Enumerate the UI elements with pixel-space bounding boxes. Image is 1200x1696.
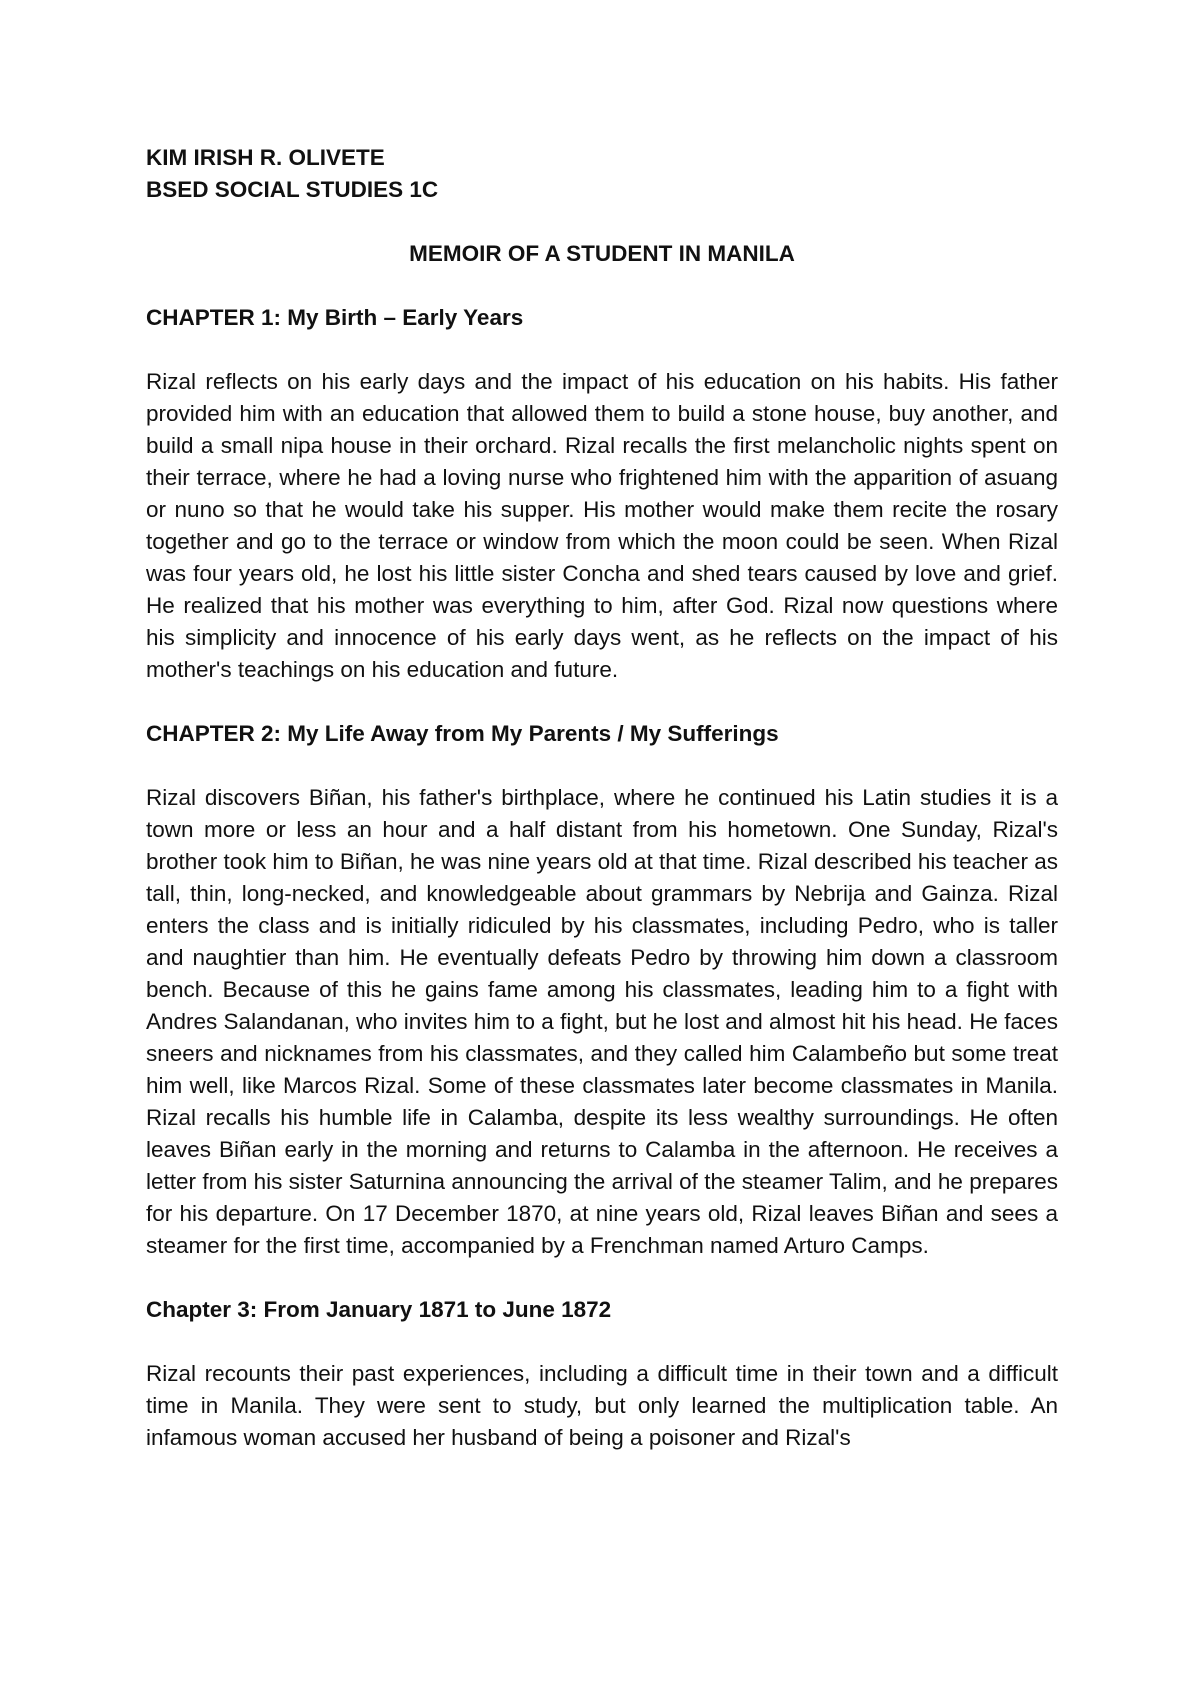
- chapter-2-body: Rizal discovers Biñan, his father's birthplace, where he continued his Latin studies it is a town more or less an hour and a half distant from his hometown. One Sunday, Rizal's brother took him to Biñan, he was nine years old at that time. Rizal described his teacher as tall, thin, long-necked, and knowledgeable about grammars by Nebrija and Gainza. Rizal enters the class and is initially ridiculed by his classmates, including Pedro, who is taller and naughtier than him. He eventually defeats Pedro by throwing him down a classroom bench. Because of this he gains fame among his classmates, leading him to a fight with Andres Salandanan, who invites him to a fight, but he lost and almost hit his head. He faces sneers and nicknames from his classmates, and they called him Calambeño but some treat him well, like Marcos Rizal. Some of these classmates later become classmates in Manila. Rizal recalls his humble life in Calamba, despite its less wealthy surroundings. He often leaves Biñan early in the morning and returns to Calamba in the afternoon. He receives a letter from his sister Saturnina announcing the arrival of the steamer Talim, and he prepares for his departure. On 17 December 1870, at nine years old, Rizal leaves Biñan and sees a steamer for the first time, accompanied by a Frenchman named Arturo Camps.: [146, 785, 1058, 1258]
- chapter-3-body: Rizal recounts their past experiences, including a difficult time in their town and a difficult time in Manila. They were sent to study, but only learned the multiplication table. An infamous woman accused her husband of being a poisoner and Rizal's: [146, 1361, 1058, 1450]
- chapter-3-heading: Chapter 3: From January 1871 to June 1872: [146, 1297, 612, 1322]
- chapter-1-heading: CHAPTER 1: My Birth – Early Years: [146, 305, 524, 330]
- author-name: KIM IRISH R. OLIVETE: [146, 145, 385, 170]
- document-page: [146, 142, 1058, 1454]
- course-label: BSED SOCIAL STUDIES 1C: [146, 177, 439, 202]
- chapter-2-heading: CHAPTER 2: My Life Away from My Parents / My Sufferings: [146, 721, 779, 746]
- chapter-1-body: Rizal reflects on his early days and the impact of his education on his habits. His father provided him with an education that allowed them to build a stone house, buy another, and build a small nipa house in their orchard. Rizal recalls the first melancholic nights spent on their terrace, where he had a loving nurse who frightened him with the apparition of asuang or nuno so that he would take his supper. His mother would make them recite the rosary together and go to the terrace or window from which the moon could be seen. When Rizal was four years old, he lost his little sister Concha and shed tears caused by love and grief. He realized that his mother was everything to him, after God. Rizal now questions where his simplicity and innocence of his early days went, as he reflects on the impact of his mother's teachings on his education and future.: [146, 369, 1058, 682]
- document-title: MEMOIR OF A STUDENT IN MANILA: [409, 241, 795, 266]
